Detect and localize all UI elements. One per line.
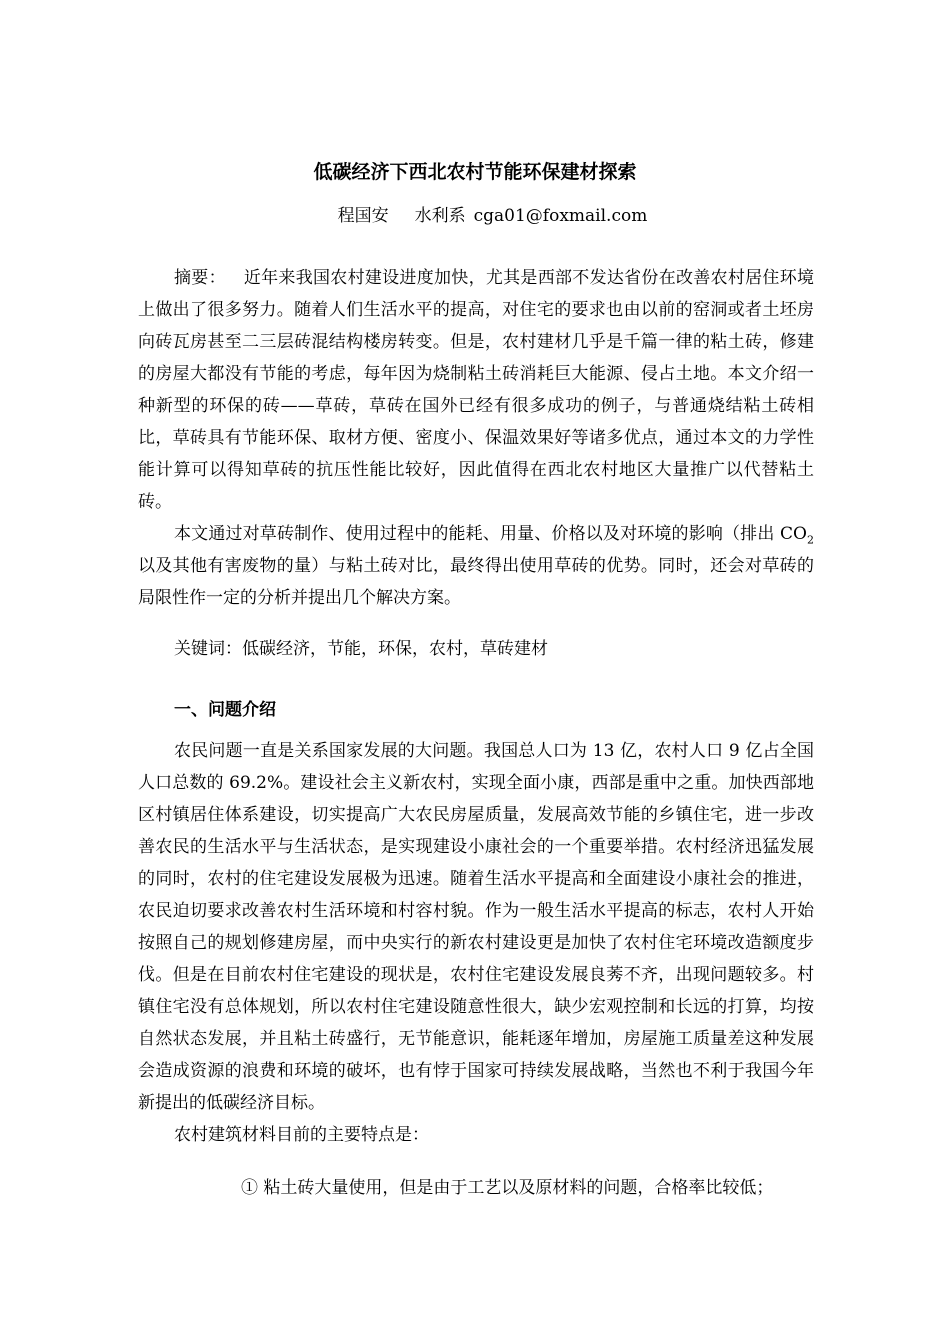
- abstract-label: 摘要：: [174, 268, 226, 288]
- section-heading: 一、问题介绍: [174, 700, 276, 720]
- author-name: 程国安: [337, 206, 389, 226]
- abstract-text-2a: 本文通过对草砖制作、使用过程中的能耗、用量、价格以及对环境的影响（排出 CO: [174, 524, 807, 544]
- co2-subscript: 2: [807, 533, 814, 547]
- list-item-text: ① 粘土砖大量使用，但是由于工艺以及原材料的问题，合格率比较低；: [241, 1178, 774, 1198]
- abstract-text-1: 近年来我国农村建设进度加快，尤其是西部不发达省份在改善农村居住环境上做出了很多努力。随着人们生活水平的提高，对住宅的要求也由以前的窑洞或者土坯房向砖瓦房甚至二三层砖混结构楼房转变。但是，农村建材几乎是千篇一律的粘土砖，修建的房屋大都没有节能的考虑，每年因为烧制粘土砖消耗巨大能源、侵占土地。本文介绍一种新型的环保的砖——草砖，草砖在国外已经有很多成功的例子，与普通烧结粘土砖相比，草砖具有节能环保、取材方便、密度小、保温效果好等诸多优点，通过本文的力学性能计算可以得知草砖的抗压性能比较好，因此值得在西北农村地区大量推广以代替粘土砖。: [138, 268, 815, 512]
- author-line: [0, 201, 950, 231]
- abstract-text-2b: 以及其他有害废物的量）与粘土砖对比，最终得出使用草砖的优势。同时，还会对草砖的局限性作一定的分析并提出几个解决方案。: [138, 556, 814, 608]
- author-department: 水利系: [414, 206, 466, 226]
- section-paragraph-1: 农民问题一直是关系国家发展的大问题。我国总人口为 13 亿，农村人口 9 亿占全国人口总数的 69.2%。建设社会主义新农村，实现全面小康，西部是重中之重。加快西部地区村镇居住体系建设，切实提高广大农民房屋质量，发展高效节能的乡镇住宅，进一步改善农民的生活水平与生活状态，是实现建设小康社会的一个重要举措。农村经济迅猛发展的同时，农村的住宅建设发展极为迅速。随着生活水平提高和全面建设小康社会的推进，农民迫切要求改善农村生活环境和村容村貌。作为一般生活水平提高的标志，农村人开始按照自己的规划修建房屋，而中央实行的新农村建设更是加快了农村住宅环境改造额度步伐。但是在目前农村住宅建设的现状是，农村住宅建设发展良莠不齐，出现问题较多。村镇住宅没有总体规划，所以农村住宅建设随意性很大，缺少宏观控制和长远的打算，均按自然状态发展，并且粘土砖盛行，无节能意识，能耗逐年增加，房屋施工质量差这种发展会造成资源的浪费和环境的破坏，也有悖于国家可持续发展战略，当然也不利于我国今年新提出的低碳经济目标。: [138, 741, 814, 1113]
- keywords: 关键词：低碳经济，节能，环保，农村，草砖建材: [174, 639, 548, 659]
- list-item: [203, 1171, 814, 1205]
- author-email: cga01@foxmail.com: [473, 206, 648, 226]
- section-paragraph-2: 农村建筑材料目前的主要特点是：: [174, 1125, 429, 1145]
- section-body: [138, 735, 814, 1151]
- abstract-paragraph-2: [138, 518, 814, 614]
- abstract-section: [138, 262, 814, 614]
- abstract-paragraph-1: [138, 262, 814, 518]
- document-title: 低碳经济下西北农村节能环保建材探索: [313, 161, 637, 183]
